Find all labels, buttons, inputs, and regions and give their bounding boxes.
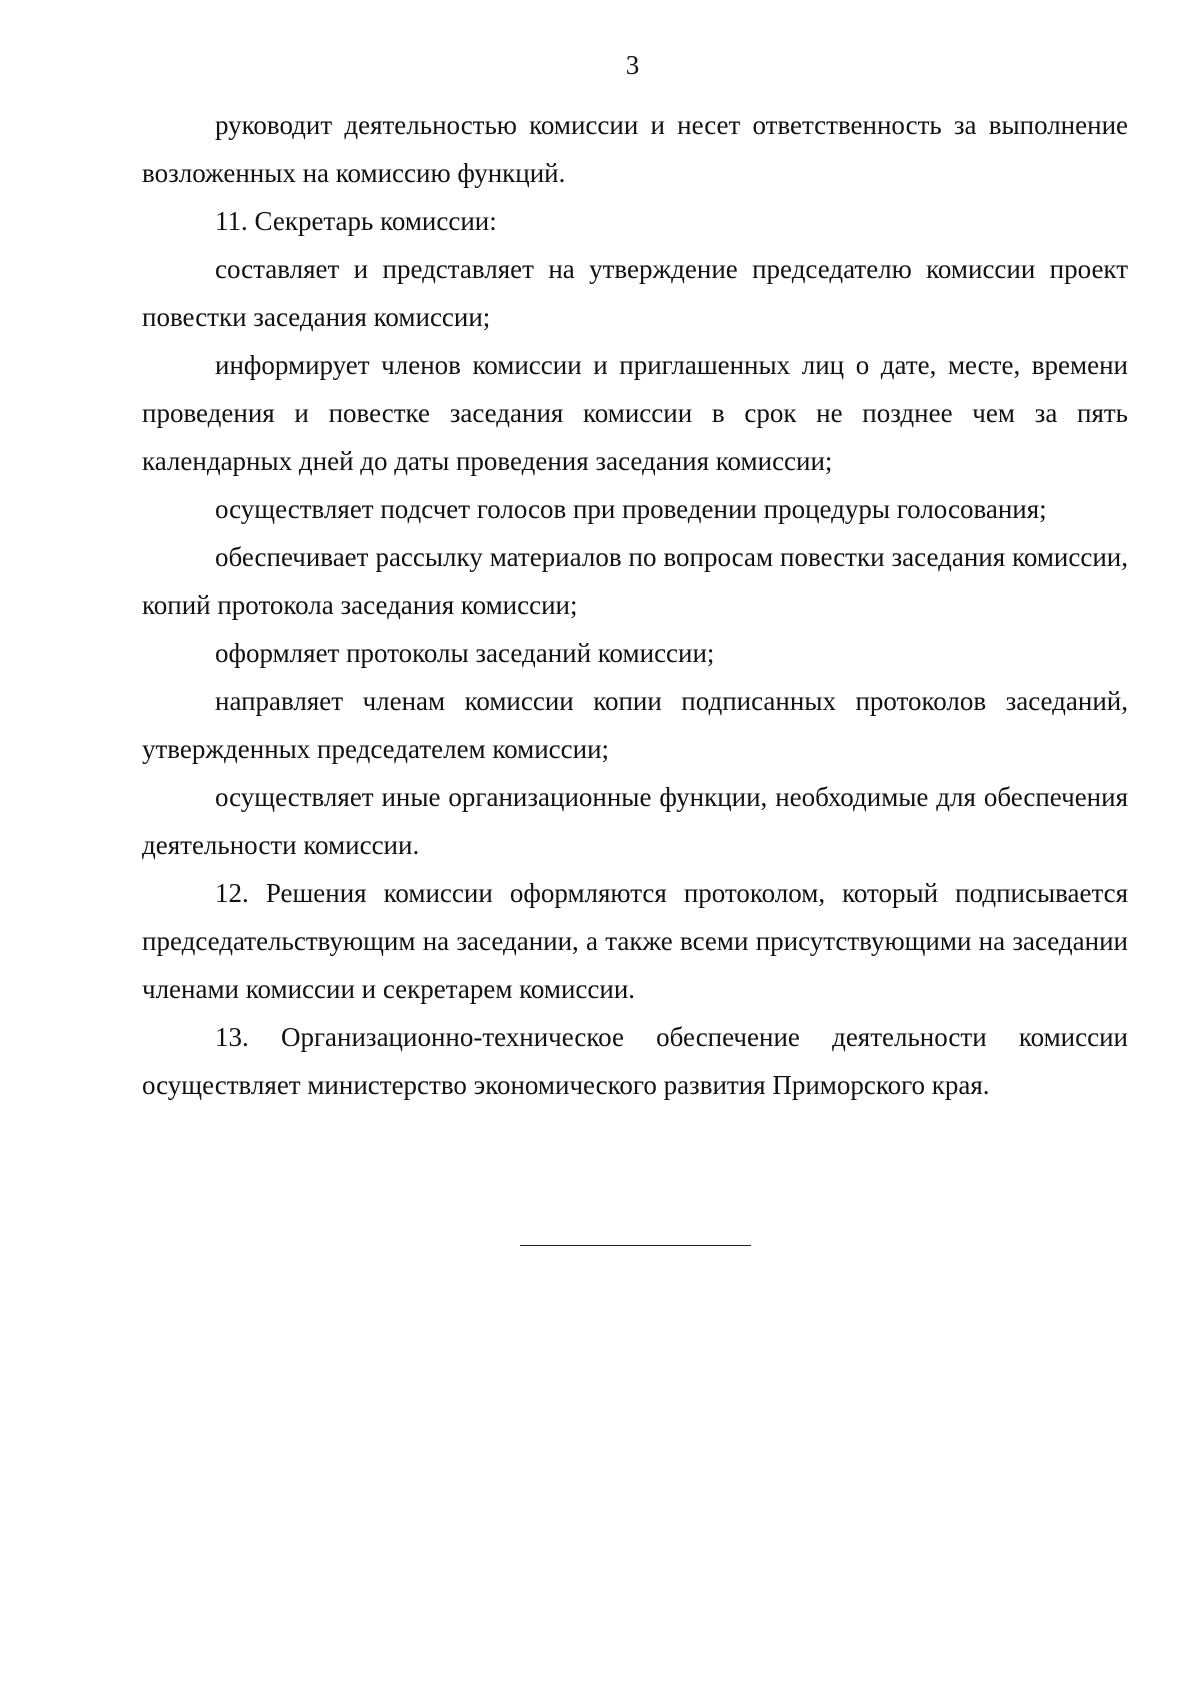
paragraph-other-functions: осуществляет иные организационные функции, необходимые для обеспечения деятельности комиссии. (142, 782, 1128, 860)
paragraph-minutes-sending: направляет членам комиссии копии подписанных протоколов заседаний, утвержденных председателем комиссии; (142, 686, 1128, 764)
paragraph-organizational-support: 13. Организационно-техническое обеспечение деятельности комиссии осуществляет министерство экономического развития Приморского края. (142, 1022, 1128, 1100)
end-divider-line (520, 1245, 751, 1246)
paragraph-secretary-heading: 11. Секретарь комиссии: (215, 206, 497, 236)
document-body (142, 101, 1128, 1109)
paragraph-agenda-draft: составляет и представляет на утверждение председателю комиссии проект повестки заседания комиссии; (142, 254, 1128, 332)
paragraph-materials-distribution: обеспечивает рассылку материалов по вопросам повестки заседания комиссии, копий протокола заседания комиссии; (142, 542, 1128, 620)
page-number: 3 (625, 50, 640, 80)
paragraph-chairman-duties: руководит деятельностью комиссии и несет ответственность за выполнение возложенных на комиссию функций. (142, 110, 1128, 188)
paragraph-notify-members: информирует членов комиссии и приглашенных лиц о дате, месте, времени проведения и повестке заседания комиссии в срок не позднее чем за пять календарных дней до даты проведения заседания комиссии; (142, 350, 1128, 476)
paragraph-minutes-drafting: оформляет протоколы заседаний комиссии; (215, 638, 715, 668)
paragraph-decisions-minutes: 12. Решения комиссии оформляются протоколом, который подписывается председательствующим на заседании, а также всеми присутствующими на заседании членами комиссии и секретарем комиссии. (142, 878, 1128, 1004)
paragraph-vote-count: осуществляет подсчет голосов при проведении процедуры голосования; (215, 494, 1047, 524)
